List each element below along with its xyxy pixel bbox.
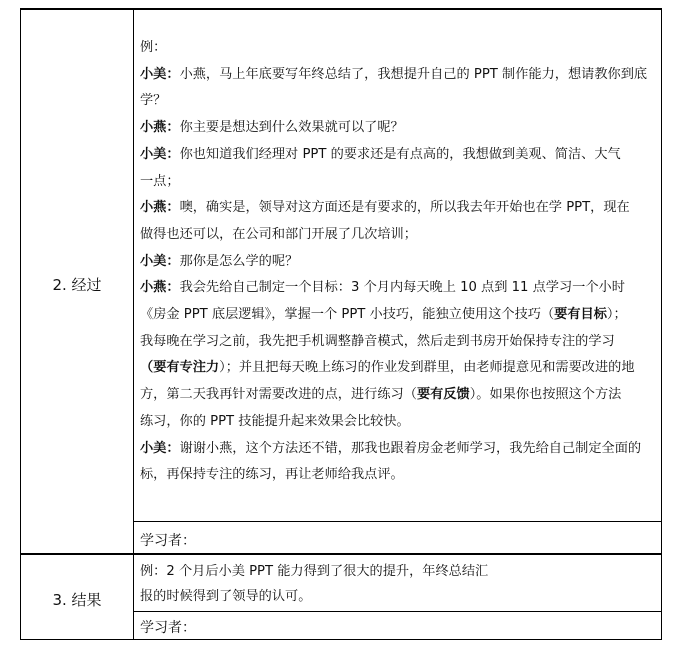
example-label: 例： xyxy=(140,40,167,55)
emphasis-feedback: 要有反馈 xyxy=(416,387,470,403)
dialogue-line xyxy=(140,355,668,382)
table-top-border xyxy=(20,8,661,10)
dialogue-text: 练习，你的 PPT 技能提升起来效果会比较快。 xyxy=(140,413,410,429)
section-3-content xyxy=(140,559,488,609)
result-line: 例：2 个月后小美 PPT 能力得到了很大的提升，年终总结汇 xyxy=(140,564,489,579)
speaker-colon: ： xyxy=(166,66,180,82)
dialogue-text: 谢谢小燕，这个方法还不错，那我也跟着房金老师学习，我先给自己制定全面的 xyxy=(179,440,642,456)
row-divider-result-learner xyxy=(133,611,661,612)
dialogue-line xyxy=(140,62,668,89)
dialogue-line xyxy=(140,115,668,142)
section-2-learner-label: 学习者： xyxy=(140,533,196,549)
emphasis-focus: 要有专注力 xyxy=(153,360,220,376)
dialogue-line xyxy=(140,169,668,196)
table-bottom-border xyxy=(20,639,661,640)
dialogue-text: 噢，确实是，领导对这方面还是有要求的，所以我去年开始也在学 PPT，现在 xyxy=(179,200,630,216)
dialogue-line xyxy=(140,409,668,436)
row-divider-learner xyxy=(133,521,661,522)
dialogue-line xyxy=(140,222,668,249)
dialogue-text: ）； xyxy=(606,307,627,323)
dialogue-text: 做得也还可以，在公司和部门开展了几次培训； xyxy=(140,226,417,242)
speaker-name: 小美 xyxy=(140,146,167,162)
dialogue-text: 那你是怎么学的呢？ xyxy=(179,253,299,269)
dialogue-text: 小燕，马上年底要写年终总结了，我想提升自己的 PPT 制作能力，想请教你到底 xyxy=(179,66,648,82)
speaker-name: 小美 xyxy=(140,253,167,269)
speaker-name: 小燕 xyxy=(140,280,167,296)
speaker-colon: ： xyxy=(166,146,180,162)
dialogue-line xyxy=(140,249,668,276)
dialogue-text: 一点； xyxy=(140,173,180,189)
column-divider xyxy=(133,8,134,640)
dialogue-text: 你主要是想达到什么效果就可以了呢？ xyxy=(179,120,404,136)
dialogue-text: 《房金 PPT 底层逻辑》，掌握一个 PPT 小技巧，能独立使用这个技巧（ xyxy=(140,307,555,323)
speaker-colon: ： xyxy=(166,200,180,216)
dialogue-text: 你也知道我们经理对 PPT 的要求还是有点高的，我想做到美观、简洁、大气 xyxy=(179,146,621,162)
dialogue-text: 标，再保持专注的练习，再让老师给我点评。 xyxy=(140,467,404,483)
dialogue-line xyxy=(140,142,668,169)
section-divider xyxy=(20,553,661,555)
speaker-name: 小美 xyxy=(140,440,167,456)
table-left-border xyxy=(20,8,21,640)
section-2-label: 2. 经过 xyxy=(52,276,102,294)
dialogue-text: ）；并且把每天晚上练习的作业发到群里，由老师提意见和需要改进的地 xyxy=(219,360,635,376)
speaker-colon: ： xyxy=(166,120,180,136)
dialogue-line xyxy=(140,436,668,463)
dialogue-text: 学？ xyxy=(140,93,167,109)
dialogue-line xyxy=(140,462,668,489)
section-2-content xyxy=(140,35,668,489)
dialogue-line xyxy=(140,88,668,115)
dialogue-line xyxy=(140,275,668,302)
speaker-name: 小美 xyxy=(140,66,167,82)
emphasis-goal: 要有目标 xyxy=(554,307,607,323)
speaker-colon: ： xyxy=(166,440,180,456)
speaker-colon: ： xyxy=(166,253,180,269)
dialogue-text: 方，第二天我再针对需要改进的点，进行练习（ xyxy=(140,387,417,403)
speaker-name: 小燕 xyxy=(140,120,167,136)
dialogue-line xyxy=(140,195,668,222)
dialogue-line xyxy=(140,382,668,409)
dialogue-line xyxy=(140,329,668,356)
speaker-colon: ： xyxy=(166,280,180,296)
dialogue-text: 我每晚在学习之前，我先把手机调整静音模式，然后走到书房开始保持专注的学习 xyxy=(140,333,615,349)
result-line: 报的时候得到了领导的认可。 xyxy=(140,589,312,604)
dialogue-text: 我会先给自己制定一个目标：3 个月内每天晚上 10 点到 11 点学习一个小时 xyxy=(179,280,625,296)
dialogue-line xyxy=(140,302,668,329)
section-3-label: 3. 结果 xyxy=(52,591,102,609)
paren-open: （ xyxy=(140,360,154,376)
speaker-name: 小燕 xyxy=(140,200,167,216)
section-3-learner-label: 学习者： xyxy=(140,620,196,636)
dialogue-text: ）。如果你也按照这个方法 xyxy=(469,387,622,403)
